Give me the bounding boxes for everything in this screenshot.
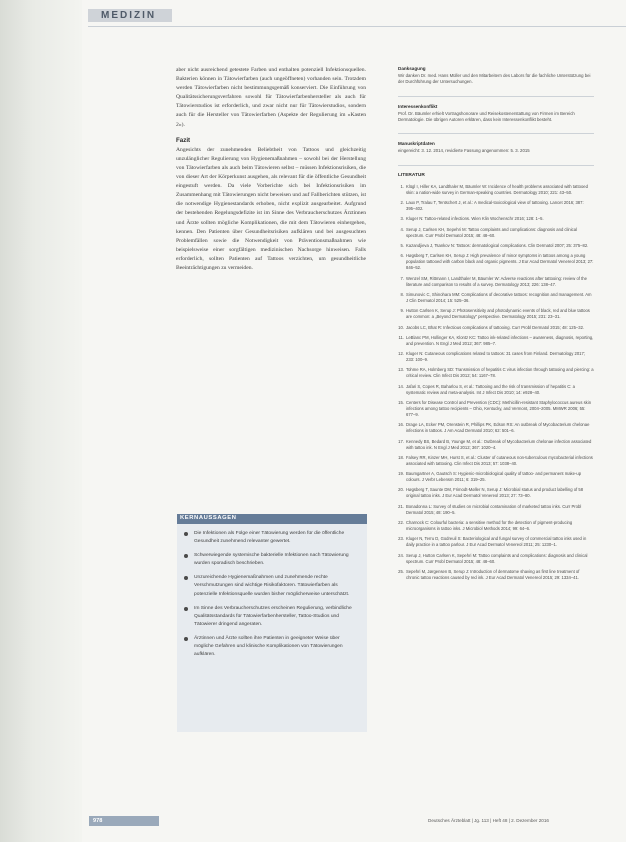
reference-item: [398, 216, 594, 222]
references-list: [398, 184, 594, 581]
reference-text: Kluger N: Cutaneous complications related to tattoos: 31 cases from Finland. Dermatology 2017; 233: 100–9.: [406, 351, 585, 363]
acknowledgement-label: Danksagung: [398, 66, 426, 71]
reference-text: Kluger N, Terru D, Godreuil S: Bacteriological and fungal survey of commercial tattoo inks used in daily practice in a tattoo parlour. J Eur Acad Dermatol Venereol 2011; 25: 1230–1.: [406, 536, 587, 548]
reference-number: 24.: [398, 552, 404, 558]
reference-number: 4.: [400, 226, 404, 232]
manuscript-block: [398, 141, 594, 154]
reference-item: [398, 439, 594, 451]
sidebar-divider: [398, 165, 594, 166]
reference-item: [398, 253, 594, 271]
reference-item: [398, 400, 594, 418]
reference-number: 5.: [400, 243, 404, 249]
reference-number: 23.: [398, 536, 404, 542]
reference-item: [398, 335, 594, 347]
reference-text: Klügl I, Hiller KA, Landthaler M, Bäumler W: Incidence of health problems associated with tattooed skin: a nation-wide survey in German-speaking countries. Dermatology 2010; 221: 43–50.: [406, 183, 588, 195]
acknowledgement-text: Wir danken Dr. med. Hans Müller und den Mitarbeitern des Labors für die fachliche Unterstützung bei der Durchführung der Untersuchungen.: [398, 73, 591, 85]
reference-item: [398, 384, 594, 396]
reference-number: 14.: [398, 383, 404, 389]
reference-item: [398, 569, 594, 581]
reference-number: 18.: [398, 454, 404, 460]
reference-text: Serup J, Carlsen KH, Sepehri M: Tattoo complaints and complications: diagnosis and clinical spectrum. Curr Probl Dermatol 2015; 48: 48–60.: [406, 226, 577, 238]
sidebar-divider: [398, 133, 594, 134]
reference-text: Jafari S, Copes R, Baharlou S, et al.: Tattooing and the risk of transmission of hepatitis C: a systematic review and meta-analysis. Int J Infect Dis 2010; 14: e928–40.: [406, 383, 575, 395]
reference-text: LeBlanc PM, Hollinger KA, Klontz KC: Tattoo ink-related infections – awareness, diagnosis, reporting, and prevention. N Engl J Med 2012; 367: 985–7.: [406, 334, 594, 346]
reference-item: [398, 553, 594, 565]
reference-text: Simunovic C, Shinohara MM: Complications of decorative tattoos: recognition and management. Am J Clin Dermatol 2014; 15: 525–36.: [406, 291, 592, 303]
fazit-paragraph: Angesichts der zunehmenden Beliebtheit von Tattoos und gleichzeitig unzulänglicher Regulierung von Hygienemaßnahmen – sowohl bei der Herstellung von Tätowierfarben als auch beim Tätowieren selbst – müssen Infektionsrisiken, die von dieser Art der Körperkunst ausgehen, als relevant für die öffentliche Gesundheit eingestuft werden. Da viele Vorberichte sich bei Infektionsrisiken im Zusammenhang mit Tätowierungen nicht beweisen und auf Fallberichten stützen, ist die notwendige Hygienestandards erhoben, nicht explizit ausgearbeitet. Aufgrund der bestehenden Regelungsdefizite ist im Sinne des Verbraucherschutzes Ärztinnen und Ärzte sollten mögliche Komplikationen, die mit dem Tätowieren einhergehen, kennen. Den Patienten über Gesundheitsrisiken aufklären und bei ausgesuchten Problemfällen sowie die Notwendigkeit von Präventionsmaßnahmen wie beispielsweise einer sorgfältigen medizinischen Nachsorge hinweisen. Falls erforderlich, sollten Patienten auf Tattoos verzichten, um gesundheitliche Beeinträchtigungen zu vermeiden.: [176, 146, 366, 271]
bullet-icon: [184, 637, 188, 641]
reference-text: Kennedy BS, Bedard B, Younge M, et al.: Outbreak of Mycobacterium chelonae infection associated with tattoo ink. N Engl J Med 2012; 367: 1020–4.: [406, 438, 592, 450]
bullet-icon: [184, 607, 188, 611]
page-left-shadow: [0, 0, 82, 842]
key-message-item: [184, 635, 360, 659]
key-messages-title: KERNAUSSAGEN: [180, 515, 237, 521]
bullet-icon: [184, 554, 188, 558]
key-message-text: Ärztinnen und Ärzte sollten ihre Patienten in geeigneter Weise über mögliche Gefahren und klinische Komplikationen von Tätowierungen aufklären.: [194, 635, 343, 658]
reference-item: [398, 243, 594, 249]
reference-item: [398, 367, 594, 379]
reference-number: 2.: [400, 200, 404, 206]
journal-citation: Deutsches Ärzteblatt | Jg. 113 | Heft 48 | 2. Dezember 2016: [428, 818, 549, 823]
reference-item: [398, 325, 594, 331]
reference-text: Høgsberg T, Carlsen KH, Serup J: High prevalence of minor symptoms in tattoos among a young population tattooed with carbon black and organic pigments. J Eur Acad Dermatol Venereol 2013; 27: 846–52.: [406, 253, 594, 271]
reference-text: Sepehri M, Jørgensen B, Serup J: Introduction of dermatome shaving as first line treatment of chronic tattoo reactions caused by red ink. J Eur Acad Dermatol Venereol 2015; 29: 1334–41.: [406, 568, 580, 580]
key-message-item: [184, 552, 360, 568]
reference-number: 13.: [398, 367, 404, 373]
reference-item: [398, 308, 594, 320]
bullet-icon: [184, 532, 188, 536]
reference-number: 11.: [398, 334, 404, 340]
key-messages-box: [177, 514, 367, 732]
reference-item: [398, 276, 594, 288]
reference-number: 17.: [398, 438, 404, 444]
reference-number: 25.: [398, 568, 404, 574]
reference-item: [398, 487, 594, 499]
manuscript-label: Manuskriptdaten: [398, 141, 435, 147]
reference-text: Drage LA, Ecker PM, Orenstein R, Phillips PK, Edson RS: An outbreak of Mycobacterium chelonae infections in tattoos. J Am Acad Dermatol 2010; 62: 501–6.: [406, 422, 590, 434]
reference-text: Tohme RA, Holmberg SD: Transmission of hepatitis C virus infection through tattooing and piercing: a critical review. Clin Infect Dis 2012; 54: 1167–78.: [406, 367, 594, 379]
sidebar-column: [398, 66, 594, 585]
key-message-text: Die Infektionen als Folge einer Tätowierung werden für die öffentliche Gesundheit zunehmend relevanter gewertet.: [194, 531, 345, 545]
reference-text: Høgsberg T, Saunte DM, Frimodt-Møller N, Serup J: Microbial status and product labelling of 58 original tattoo inks. J Eur Acad Dermatol Venereol 2013; 27: 73–80.: [406, 487, 584, 499]
reference-number: 20.: [398, 487, 404, 493]
reference-text: Bonadonna L: Survey of studies on microbial contamination of marketed tattoo inks. Curr Probl Dermatol 2015; 48: 190–5.: [406, 503, 582, 515]
fazit-heading: Fazit: [176, 136, 191, 144]
header-divider: [88, 26, 626, 27]
reference-item: [398, 227, 594, 239]
reference-number: 8.: [400, 291, 404, 297]
reference-item: [398, 184, 594, 196]
reference-text: Charnock C: Colourful bacteria: a sensitive method for the detection of pigment-producing microorganisms in tattoo inks. J Microbiol Methods 2014; 99: 64–6.: [406, 520, 573, 532]
conflict-block: [398, 104, 594, 124]
section-title: MEDIZIN: [101, 10, 157, 21]
reference-number: 10.: [398, 324, 404, 330]
reference-item: [398, 536, 594, 548]
key-message-item: [184, 605, 360, 629]
reference-item: [398, 422, 594, 434]
intro-paragraph: aber nicht ausreichend getestete Farben und enthalten potenziell Infektionsquellen. Bakterien können in Tätowierfarben (auch ungeöffneten) vorhanden sein. Trotzdem werden Tätowierfarben nicht bestimmungsgemäß konserviert. Die Einführung von Qualitätssicherungsverfahren sowohl für Tätowierfarbenhersteller als auch für Tätowierstudios ist erforderlich, und zwar nicht nur für Tätowierstudios, sondern auch für die Hersteller von Tätowierfarben (Aspekte der Regulierung im »Kasten 2«).: [176, 67, 366, 128]
reference-text: Laux P, Tralau T, Tentschert J, et al.: A medical-toxicological view of tattooing. Lancet 2016; 387: 395–402.: [406, 200, 584, 212]
reference-number: 21.: [398, 503, 404, 509]
reference-number: 9.: [400, 308, 404, 314]
reference-item: [398, 200, 594, 212]
reference-number: 12.: [398, 351, 404, 357]
key-message-text: Unzureichende Hygienemaßnahmen und zunehmende rechte Verschmutzungen sind wichtige Risikofaktoren. Tätowierfarben als potenzielle Infektionsquelle wurden bisher möglicherweise unterschätzt.: [194, 575, 350, 597]
key-message-item: [184, 574, 360, 598]
reference-text: Jacobs LC, Bhat R: Infectious complications of tattooing. Curr Probl Dermatol 2015; 48: 125–32.: [406, 324, 585, 330]
reference-item: [398, 292, 594, 304]
references-title: LITERATUR: [398, 172, 425, 178]
reference-text: Kluger N: Tattoo-related infections. Wien Klin Wochenschr 2016; 128: 1–5.: [406, 216, 544, 222]
bullet-icon: [184, 576, 188, 580]
reference-text: Serup J, Hutton Carlsen K, Sepehri M: Tattoo complaints and complications: diagnosis and clinical spectrum. Curr Probl Dermatol 2015; 48: 48–60.: [406, 552, 588, 564]
reference-item: [398, 455, 594, 467]
reference-text: Centers for Disease Control and Prevention (CDC): Methicillin-resistant Staphylococcus aureus skin infections among tattoo recipients – Ohio, Kentucky, and Vermont, 2004–2005. MMWR 2006; 55: 677–9.: [406, 399, 592, 417]
reference-item: [398, 520, 594, 532]
key-message-text: Im Sinne des Verbraucherschutzes erscheinen Regulierung, verbindliche Qualitätsstandards für Tätowierfarbenhersteller, Tattoo-Studios und Tätowierer dringend angeraten.: [194, 605, 352, 627]
reference-item: [398, 504, 594, 516]
reference-text: Falsey RR, Kinzer MH, Hurst S, et al.: Cluster of cutaneous non-tuberculous mycobacterial infections associated with tattooing. Clin Infect Dis 2013; 57: 1038–40.: [406, 454, 593, 466]
reference-text: Hutton Carlsen K, Serup J: Photosensitivity and photodynamic events of black, red and blue tattoos are common: a „Beyond Dermatology“ perspective. Dermatology 2015; 231: 23–31.: [406, 308, 590, 320]
conflict-text: Prof. Dr. Bäumler erhielt Vortragshonorare und Reisekostenerstattung von Firmen im Bereich Dermatologie. Die übrigen Autoren erklären, dass kein Interessenkonflikt besteht.: [398, 110, 575, 123]
main-text-column: [176, 66, 366, 275]
conflict-label: Interessenkonflikt: [398, 103, 438, 109]
reference-text: Wenzel SM, Rittmann I, Landthaler M, Bäumler W: Adverse reactions after tattooing: review of the literature and comparison to results of a survey. Dermatology 2013; 226: 138–47.: [406, 275, 587, 287]
page-number: 978: [89, 816, 159, 826]
reference-number: 1.: [400, 183, 404, 189]
manuscript-text: eingereicht: 3. 12. 2014, revidierte Fassung angenommen: 5. 3. 2015: [398, 148, 530, 154]
reference-number: 16.: [398, 422, 404, 428]
reference-number: 3.: [400, 216, 404, 222]
reference-number: 15.: [398, 399, 404, 405]
sidebar-divider: [398, 96, 594, 97]
reference-number: 6.: [400, 253, 404, 259]
reference-item: [398, 351, 594, 363]
reference-text: Kazandjieva J, Tsankov N: Tattoos: dermatological complications. Clin Dermatol 2007; 25: 375–82.: [406, 243, 589, 249]
key-message-text: Schwerwiegende systemische bakterielle Infektionen nach Tätowierung wurden sporadisch beschrieben.: [194, 553, 349, 567]
key-messages-list: [177, 524, 367, 659]
reference-text: Baumgartner A, Gautsch S: Hygienic-microbiological quality of tattoo- and permanent make-up colours. J Verbr Lebensm 2011; 6: 319–25.: [406, 471, 582, 483]
reference-number: 7.: [400, 275, 404, 281]
reference-number: 19.: [398, 471, 404, 477]
reference-item: [398, 471, 594, 483]
reference-number: 22.: [398, 520, 404, 526]
acknowledgement-block: [398, 66, 594, 86]
key-message-item: [184, 530, 360, 546]
